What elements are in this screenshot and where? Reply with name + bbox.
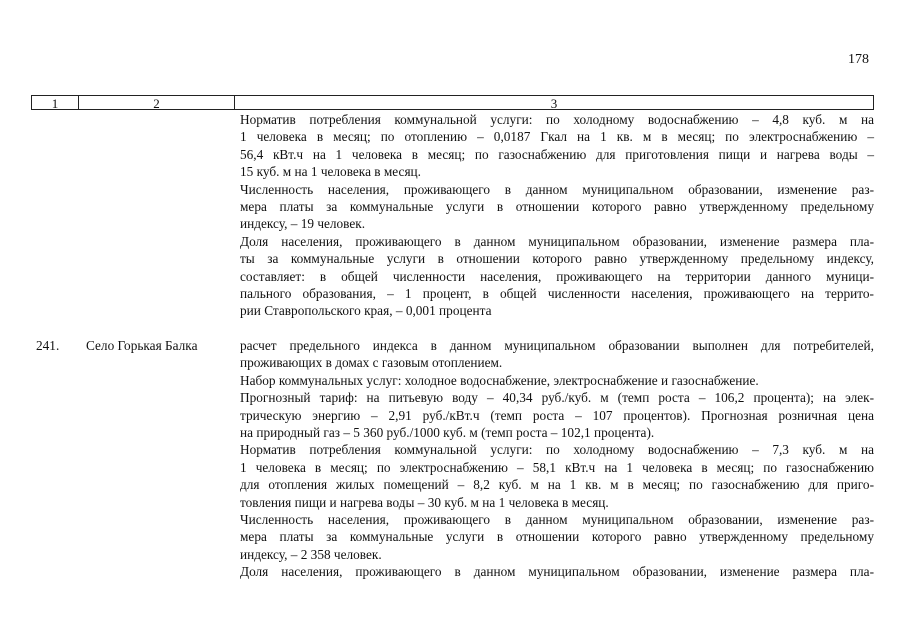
text-line: товления пищи и нагрева воды – 30 куб. м на 1 человека в месяц. [240, 494, 609, 510]
table-header-row [31, 95, 874, 110]
text-line: мера платы за коммунальные услуги в отношении которого равно утвержденному предельному [240, 529, 874, 545]
text-line: пального образования, – 1 процент, в общей численности населения, проживающего на террито- [240, 286, 874, 302]
text-line: Норматив потребления коммунальной услуги: по холодному водоснабжению – 7,3 куб. м на [240, 442, 874, 458]
text-line: индексу, – 2 358 человек. [240, 546, 382, 562]
text-line: Доля населения, проживающего в данном муниципальном образовании, изменение размера пла- [240, 564, 874, 580]
entry-number: 241. [36, 338, 60, 353]
text-line: 15 куб. м на 1 человека в месяц. [240, 164, 422, 180]
table-header-col-2: 2 [79, 96, 235, 109]
text-line: проживающих в домах с газовым отоплением. [240, 355, 503, 371]
text-line: на природный газ – 5 360 руб./1000 куб. м (темп роста – 102,1 процента). [240, 425, 655, 441]
text-line: расчет предельного индекса в данном муниципальном образовании выполнен для потребителей, [240, 338, 874, 353]
text-line: Набор коммунальных услуг: холодное водоснабжение, электроснабжение и газоснабжение. [240, 372, 759, 388]
text-line: рии Ставропольского края, – 0,001 процента [240, 303, 492, 319]
page-number: 178 [848, 52, 869, 67]
continuation-text [240, 111, 874, 320]
text-line: Численность населения, проживающего в данном муниципальном образовании, изменение раз- [240, 512, 874, 528]
text-line: Доля населения, проживающего в данном муниципальном образовании, изменение размера пла- [240, 233, 874, 249]
text-line: индексу, – 19 человек. [240, 216, 366, 232]
text-line: для отопления жилых помещений – 8,2 куб. м на 1 кв. м в месяц; по газоснабжению для приго- [240, 477, 874, 493]
text-line: Норматив потребления коммунальной услуги: по холодному водоснабжению – 4,8 куб. м на [240, 112, 874, 127]
text-line: 1 человека в месяц; по отоплению – 0,0187 Гкал на 1 кв. м в месяц; по электроснабжению – [240, 129, 874, 145]
entry-settlement-name: Село Горькая Балка [86, 338, 198, 353]
table-header-col-3: 3 [550, 96, 558, 111]
text-line: мера платы за коммунальные услуги в отношении которого равно утвержденному предельному [240, 199, 874, 215]
text-line: 1 человека в месяц; по электроснабжению – 58,1 кВт.ч на 1 человека в месяц; по газоснабжению [240, 459, 874, 475]
text-line: 56,4 кВт.ч на 1 человека в месяц; по газоснабжению для приготовления пищи и нагрева воды – [240, 146, 874, 162]
text-line: Численность населения, проживающего в данном муниципальном образовании, изменение раз- [240, 181, 874, 197]
text-line: составляет: в общей численности населения, проживающего на территории данного муници- [240, 268, 874, 284]
text-line: ты за коммунальные услуги в отношении которого равно утвержденному предельному индексу, [240, 251, 874, 267]
table-header-col-1: 1 [32, 96, 79, 109]
text-line: Прогнозный тариф: на питьевую воду – 40,34 руб./куб. м (темп роста – 106,2 процента); на элек- [240, 390, 874, 406]
text-line: трическую энергию – 2,91 руб./кВт.ч (темп роста – 107 процентов). Прогнозная розничная цена [240, 407, 874, 423]
entry-text [240, 337, 874, 581]
